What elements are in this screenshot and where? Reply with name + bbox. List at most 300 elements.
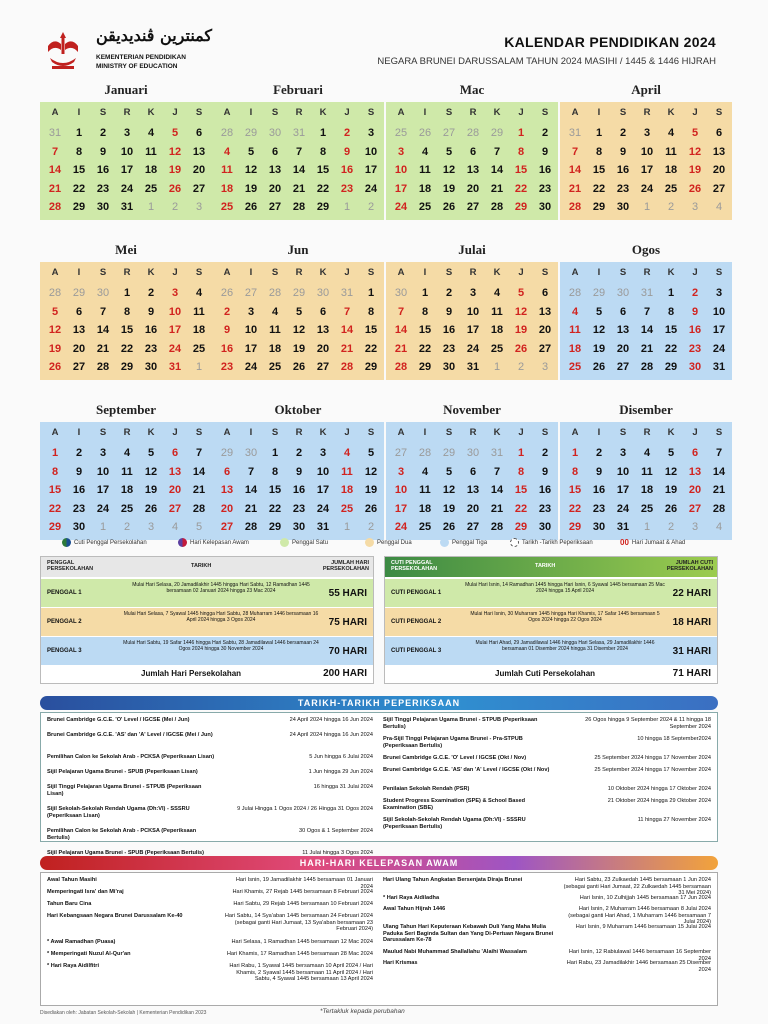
- day-cell: 30: [244, 447, 258, 459]
- day-cell: 13: [220, 484, 234, 496]
- day-cell: 9: [619, 145, 627, 158]
- holiday-row: [47, 913, 373, 934]
- weekday-header: R: [469, 267, 477, 278]
- day-cell: 9: [691, 305, 699, 318]
- day-cell: 17: [96, 484, 110, 496]
- day-cell: 14: [490, 484, 504, 496]
- day-cell: 13: [168, 465, 182, 478]
- day-cell: 27: [316, 361, 330, 373]
- day-cell: 30: [592, 521, 606, 533]
- day-cell: 2: [667, 201, 675, 213]
- day-cell: 17: [168, 324, 182, 336]
- holiday-row: [47, 901, 373, 908]
- row-name: * Awal Ramadhan (Puasa): [47, 939, 116, 945]
- day-cell: 8: [667, 305, 675, 318]
- day-cell: 18: [664, 164, 678, 176]
- day-cell: 7: [643, 305, 651, 318]
- day-cell: 16: [340, 164, 354, 176]
- day-cell: 12: [144, 465, 158, 478]
- day-cell: 29: [72, 201, 86, 213]
- day-cell: 10: [616, 465, 630, 478]
- day-cell: 12: [292, 324, 306, 336]
- day-cell: 10: [96, 465, 110, 478]
- day-cell: 3: [397, 145, 405, 158]
- day-cell: 11: [193, 305, 205, 318]
- calendar-subtitle: NEGARA BRUNEI DARUSSALAM TAHUN 2024 MASIHI / 1445 & 1446 HIJRAH: [377, 56, 716, 67]
- weekday-header: A: [571, 267, 579, 278]
- day-cell: 1: [195, 361, 203, 373]
- day-cell: 28: [96, 361, 110, 373]
- weekday-header: A: [397, 267, 405, 278]
- day-cell: 8: [123, 305, 131, 318]
- day-cell: 25: [418, 521, 432, 533]
- month-januari: [40, 82, 212, 220]
- weekday-header: S: [271, 427, 279, 438]
- day-cell: 29: [364, 361, 378, 373]
- day-cell: 6: [691, 447, 699, 459]
- day-cell: 7: [571, 145, 579, 158]
- day-cell: 15: [592, 164, 606, 176]
- day-cell: 16: [592, 484, 606, 496]
- day-cell: 3: [195, 201, 203, 213]
- day-cell: 23: [292, 502, 306, 515]
- day-cell: 20: [316, 342, 330, 355]
- row-date: 9 Julai Hingga 1 Ogos 2024 / 26 Hingga 31 Ogos 2024: [237, 806, 373, 812]
- month-days: [40, 422, 212, 540]
- weekday-header: I: [423, 427, 427, 438]
- day-cell: 28: [48, 201, 62, 213]
- weekday-header: S: [195, 427, 203, 438]
- weekday-header: S: [195, 107, 203, 118]
- day-cell: 17: [394, 182, 408, 195]
- day-cell: 1: [643, 521, 651, 533]
- month-days: [560, 102, 732, 220]
- day-cell: 23: [340, 182, 354, 195]
- day-cell: 26: [442, 201, 456, 213]
- weekday-header: R: [295, 107, 303, 118]
- day-cell: 25: [568, 361, 582, 373]
- row-date: 10 hingga 18 September2024: [637, 736, 711, 742]
- day-cell: 21: [340, 342, 354, 355]
- row-date: Hari Sabtu, 23 Zulkaedah 1445 bersamaan 1 Jun 2024 (sebagai ganti Hari Jumaat, 22 Zulkaedah 1445 bersamaan 31 Mei 2024): [563, 877, 711, 896]
- day-cell: 3: [619, 447, 627, 459]
- day-cell: 14: [96, 324, 110, 336]
- day-cell: 25: [268, 361, 282, 373]
- day-cell: 1: [667, 287, 675, 299]
- day-cell: 20: [168, 484, 182, 496]
- day-cell: 15: [316, 164, 330, 176]
- exam-row: [47, 828, 373, 842]
- weekday-header: A: [397, 107, 405, 118]
- weekday-header: R: [469, 107, 477, 118]
- day-cell: 21: [640, 342, 654, 355]
- weekday-header: K: [147, 107, 155, 118]
- legend: [40, 536, 720, 550]
- day-cell: 2: [619, 127, 627, 139]
- row-date: 5 Jun hingga 6 Julai 2024: [309, 754, 373, 760]
- day-cell: 27: [442, 127, 456, 139]
- terms-total-row: Jumlah Hari Persekolahan 200 HARI: [141, 668, 367, 679]
- weekday-header: I: [249, 427, 253, 438]
- month-name: Mei: [115, 242, 137, 257]
- weekday-header: A: [51, 267, 59, 278]
- day-cell: 1: [343, 521, 351, 533]
- day-cell: 22: [316, 182, 330, 195]
- row-name: * Hari Raya Aidilfitri: [47, 963, 100, 969]
- weekday-header: S: [445, 267, 453, 278]
- day-cell: 13: [72, 324, 86, 336]
- weekday-header: R: [123, 107, 131, 118]
- day-cell: 25: [340, 502, 354, 515]
- day-cell: 5: [517, 287, 525, 299]
- day-cell: 7: [195, 447, 203, 459]
- day-cell: 5: [691, 127, 699, 139]
- day-cell: 31: [340, 287, 354, 299]
- weekday-header: K: [667, 267, 675, 278]
- month-days: [212, 422, 384, 540]
- day-cell: 18: [640, 484, 654, 496]
- day-cell: 8: [319, 145, 327, 158]
- weekday-header: K: [319, 267, 327, 278]
- exam-dates-left: [47, 717, 373, 856]
- day-cell: 6: [195, 127, 203, 139]
- day-cell: 18: [220, 182, 234, 195]
- day-cell: 14: [340, 324, 354, 336]
- row-name: Brunei Cambridge G.C.E. 'O' Level / IGCSE (Mei / Jun): [47, 717, 190, 723]
- day-cell: 19: [144, 484, 158, 496]
- weekday-header: K: [493, 427, 501, 438]
- weekday-header: I: [77, 107, 81, 118]
- month-name: Januari: [104, 82, 148, 97]
- day-cell: 22: [48, 502, 62, 515]
- day-cell: 12: [48, 324, 62, 336]
- weekday-header: K: [667, 427, 675, 438]
- day-cell: 6: [469, 465, 477, 478]
- day-cell: 5: [51, 305, 59, 318]
- weekday-header: K: [493, 267, 501, 278]
- day-cell: 8: [271, 465, 279, 478]
- day-cell: 10: [394, 484, 408, 496]
- weekday-header: J: [344, 427, 350, 438]
- day-cell: 27: [244, 287, 258, 299]
- month-name: November: [443, 402, 501, 417]
- day-cell: 19: [442, 182, 456, 195]
- day-cell: 24: [394, 201, 408, 213]
- day-cell: 6: [271, 145, 279, 158]
- day-cell: 25: [664, 182, 678, 195]
- weekday-header: J: [172, 267, 178, 278]
- day-cell: 1: [367, 287, 375, 299]
- weekday-header: S: [619, 427, 627, 438]
- day-cell: 28: [490, 201, 504, 213]
- day-cell: 10: [640, 145, 654, 158]
- day-cell: 29: [120, 361, 134, 373]
- day-cell: 17: [616, 484, 630, 496]
- day-cell: 5: [247, 145, 255, 158]
- day-cell: 19: [48, 342, 62, 355]
- term-row-2: PENGGAL 2 Mulai Hari Selasa, 7 Syawal 1445 hingga Hari Sabtu, 28 Muharram 1446 bersamaan 16 April 2024 hingga 3 Ogos 2024 75 HARI: [41, 608, 373, 636]
- day-cell: 28: [220, 127, 234, 139]
- day-cell: 15: [120, 324, 134, 336]
- public-holidays-banner: HARI-HARI KELEPASAN AWAM: [40, 856, 718, 870]
- weekday-header: K: [667, 107, 675, 118]
- day-cell: 29: [592, 201, 606, 213]
- weekday-header: J: [344, 107, 350, 118]
- day-cell: 3: [541, 361, 549, 373]
- weekday-header: I: [249, 107, 253, 118]
- day-cell: 27: [394, 447, 408, 459]
- row-date: Hari Isnin, 19 Jamadilakhir 1445 bersamaan 01 Januari 2024: [235, 877, 373, 890]
- row-name: Maulud Nabi Muhammad Shallallahu 'Alaihi Wassalam: [383, 949, 527, 955]
- weekday-header: K: [147, 427, 155, 438]
- day-cell: 14: [48, 164, 62, 176]
- weekday-header: I: [77, 267, 81, 278]
- day-cell: 15: [664, 324, 678, 336]
- weekday-header: A: [571, 427, 579, 438]
- brunei-crest-icon: [40, 28, 86, 72]
- day-cell: 16: [220, 342, 234, 355]
- day-cell: 20: [688, 484, 702, 496]
- exam-row: [383, 817, 711, 831]
- day-cell: 16: [688, 324, 702, 336]
- day-cell: 29: [418, 361, 432, 373]
- weekday-header: R: [295, 267, 303, 278]
- day-cell: 8: [517, 145, 525, 158]
- day-cell: 24: [316, 502, 330, 515]
- weekday-header: S: [715, 427, 723, 438]
- day-cell: 21: [394, 342, 408, 355]
- exam-dates-right: [383, 717, 711, 839]
- day-cell: 9: [541, 465, 549, 478]
- weekday-header: R: [123, 427, 131, 438]
- day-cell: 2: [171, 201, 179, 213]
- legend-item-term-break: Cuti Penggal Persekolahan: [62, 538, 147, 547]
- day-cell: 3: [715, 287, 723, 299]
- day-cell: 8: [51, 465, 59, 478]
- month-name: Disember: [619, 402, 673, 417]
- weekday-header: J: [518, 107, 524, 118]
- day-cell: 25: [144, 182, 158, 195]
- holiday-row: [47, 889, 373, 896]
- row-date: 24 April 2024 hingga 16 Jun 2024: [289, 732, 373, 738]
- row-date: 30 Ogos & 1 September 2024: [298, 828, 373, 834]
- exam-row: [47, 754, 373, 761]
- day-cell: 12: [244, 164, 258, 176]
- day-cell: 26: [442, 521, 456, 533]
- day-cell: 8: [571, 465, 579, 478]
- day-cell: 30: [538, 201, 552, 213]
- row-date: Hari Khamis, 27 Rejab 1445 bersamaan 8 Februari 2024: [232, 889, 373, 895]
- exam-row: [47, 769, 373, 776]
- holiday-row: [47, 951, 373, 958]
- legend-item-public-holiday: Hari Kelepasan Awam: [178, 538, 249, 547]
- day-cell: 14: [192, 465, 206, 478]
- day-cell: 30: [72, 521, 86, 533]
- day-cell: 2: [147, 287, 155, 299]
- row-date: 16 hingga 31 Julai 2024: [313, 784, 373, 790]
- month-disember: [560, 402, 732, 540]
- row-date: Hari Rabu, 23 Jamadilakhir 1446 bersamaan 25 Disember 2024: [566, 960, 711, 973]
- day-cell: 30: [268, 127, 282, 139]
- legend-item-exam-dates: Tarikh -Tarikh Peperiksaan: [510, 538, 593, 547]
- day-cell: 28: [568, 201, 582, 213]
- weekday-header: A: [51, 107, 59, 118]
- day-cell: 28: [48, 287, 62, 299]
- holiday-row: [383, 906, 711, 925]
- day-cell: 3: [247, 305, 255, 318]
- holiday-row: [383, 895, 711, 902]
- day-cell: 13: [316, 324, 330, 336]
- month-days: [212, 102, 384, 220]
- break-row-3: CUTI PENGGAL 3 Mulai Hari Ahad, 29 Jamadilawal 1446 hingga Hari Selasa, 29 Jamadilakhir 1446 bersamaan 01 Disember 2024 hingga 31 Disember 2024 31 HARI: [385, 637, 717, 665]
- day-cell: 23: [442, 342, 456, 355]
- day-cell: 15: [48, 484, 62, 496]
- day-cell: 5: [195, 521, 203, 533]
- terms-col-days: JUMLAH HARI PERSEKOLAHAN: [322, 560, 369, 572]
- day-cell: 13: [538, 305, 552, 318]
- row-date: 25 September 2024 hingga 17 November 2024: [594, 767, 711, 773]
- day-cell: 13: [192, 145, 206, 158]
- day-cell: 16: [72, 484, 86, 496]
- header: [0, 0, 768, 78]
- day-cell: 12: [442, 484, 456, 496]
- day-cell: 29: [220, 447, 234, 459]
- day-cell: 12: [664, 465, 678, 478]
- day-cell: 25: [640, 502, 654, 515]
- day-cell: 22: [592, 182, 606, 195]
- day-cell: 3: [99, 447, 107, 459]
- row-name: Sijil Pelajaran Ugama Brunei - SPUB (Peperiksaan Lisan): [47, 769, 198, 775]
- day-cell: 4: [667, 127, 675, 139]
- day-cell: 14: [712, 465, 726, 478]
- day-cell: 4: [643, 447, 651, 459]
- weekday-header: S: [367, 107, 375, 118]
- day-cell: 28: [292, 201, 306, 213]
- day-cell: 8: [595, 145, 603, 158]
- day-cell: 23: [96, 182, 110, 195]
- day-cell: 3: [469, 287, 477, 299]
- day-cell: 5: [147, 447, 155, 459]
- day-cell: 4: [271, 305, 279, 318]
- weekday-header: S: [541, 107, 549, 118]
- day-cell: 28: [394, 361, 408, 373]
- day-cell: 10: [364, 145, 378, 158]
- day-cell: 6: [541, 287, 549, 299]
- row-date: Hari Rabu, 1 Syawal 1445 bersamaan 10 April 2024 / Hari Khamis, 2 Syawal 1445 bersamaan 11 April 2024 / Hari Sabtu, 4 Syawal 1445 bersamaan 13 April 2024: [229, 963, 373, 982]
- day-cell: 31: [120, 201, 134, 213]
- day-cell: 30: [292, 521, 306, 533]
- day-cell: 20: [220, 502, 234, 515]
- weekday-header: K: [319, 107, 327, 118]
- day-cell: 14: [244, 484, 258, 496]
- day-cell: 3: [123, 127, 131, 139]
- day-cell: 28: [268, 287, 282, 299]
- day-cell: 15: [568, 484, 582, 496]
- breaks-total-row: Jumlah Cuti Persekolahan 71 HARI: [495, 668, 711, 679]
- day-cell: 26: [144, 502, 158, 515]
- day-cell: 11: [665, 145, 677, 158]
- month-days: [40, 102, 212, 220]
- day-cell: 24: [640, 182, 654, 195]
- day-cell: 3: [171, 287, 179, 299]
- day-cell: 1: [51, 447, 59, 459]
- day-cell: 13: [616, 324, 630, 336]
- day-cell: 24: [120, 182, 134, 195]
- weekday-header: A: [223, 107, 231, 118]
- day-cell: 29: [514, 521, 528, 533]
- day-cell: 29: [292, 287, 306, 299]
- row-date: 24 April 2024 hingga 16 Jun 2024: [289, 717, 373, 723]
- day-cell: 26: [168, 182, 182, 195]
- day-cell: 30: [442, 361, 456, 373]
- exam-row: [47, 732, 373, 746]
- day-cell: 31: [168, 361, 182, 373]
- day-cell: 11: [269, 324, 281, 336]
- day-cell: 18: [144, 164, 158, 176]
- weekday-header: J: [518, 267, 524, 278]
- day-cell: 31: [616, 521, 630, 533]
- day-cell: 7: [715, 447, 723, 459]
- day-cell: 26: [220, 287, 234, 299]
- day-cell: 14: [640, 324, 654, 336]
- weekday-header: S: [195, 267, 203, 278]
- day-cell: 7: [99, 305, 107, 318]
- day-cell: 30: [616, 287, 630, 299]
- day-cell: 17: [394, 502, 408, 515]
- day-cell: 1: [571, 447, 579, 459]
- day-cell: 19: [244, 182, 258, 195]
- row-date: 26 Ogos hingga 9 September 2024 & 11 hingga 18 September 2024: [585, 717, 711, 730]
- day-cell: 3: [397, 465, 405, 478]
- row-name: Sijil Tinggi Pelajaran Ugama Brunei - STPUB (Peperiksaan Bertulis): [383, 717, 538, 730]
- day-cell: 28: [466, 127, 480, 139]
- day-cell: 11: [419, 164, 431, 176]
- day-cell: 4: [195, 287, 203, 299]
- day-cell: 28: [490, 521, 504, 533]
- legend-item-term-2: Penggal Dua: [365, 538, 412, 547]
- day-cell: 4: [223, 145, 231, 158]
- day-cell: 18: [418, 502, 432, 515]
- day-cell: 28: [418, 447, 432, 459]
- weekday-header: S: [619, 107, 627, 118]
- row-date: 21 Oktober 2024 hingga 29 Oktober 2024: [607, 798, 711, 804]
- day-cell: 3: [319, 447, 327, 459]
- day-cell: 26: [514, 342, 528, 355]
- day-cell: 9: [99, 145, 107, 158]
- day-cell: 23: [616, 182, 630, 195]
- day-cell: 2: [541, 127, 549, 139]
- day-cell: 29: [316, 201, 330, 213]
- day-cell: 18: [192, 324, 206, 336]
- exam-row: [383, 798, 711, 812]
- row-name: Brunei Cambridge G.C.E. 'AS' dan 'A' Level / IGCSE (Mei / Jun): [47, 732, 213, 738]
- exam-row: [47, 717, 373, 724]
- day-cell: 24: [616, 502, 630, 515]
- day-cell: 7: [493, 465, 501, 478]
- day-cell: 25: [192, 342, 206, 355]
- day-cell: 18: [418, 182, 432, 195]
- day-cell: 30: [466, 447, 480, 459]
- day-cell: 24: [244, 361, 258, 373]
- day-cell: 2: [123, 521, 131, 533]
- day-cell: 1: [643, 201, 651, 213]
- day-cell: 2: [343, 127, 351, 139]
- day-cell: 22: [514, 502, 528, 515]
- weekday-header: I: [423, 267, 427, 278]
- row-name: Hari Kebangsaan Negara Brunei Darussalam Ke-40: [47, 913, 183, 919]
- day-cell: 23: [72, 502, 86, 515]
- holiday-row: [47, 939, 373, 946]
